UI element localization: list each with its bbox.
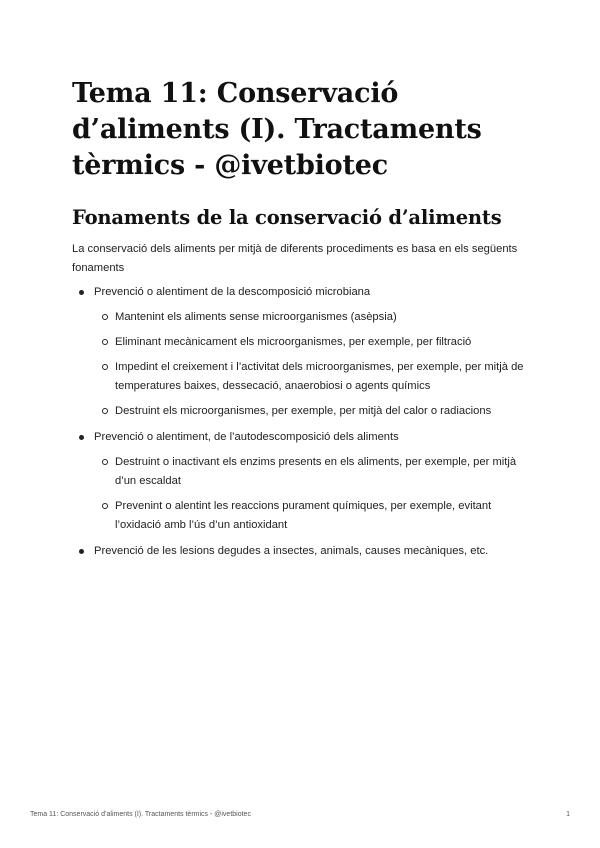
sub-list-item <box>94 333 532 352</box>
footer-title: Tema 11: Conservació d’aliments (I). Tractaments tèrmics - @ivetbiotec <box>30 811 251 818</box>
section-heading: Fonaments de la conservació d’aliments <box>72 206 502 229</box>
bullet-icon <box>79 290 84 295</box>
sub-list-item <box>94 308 532 327</box>
sub-list-item-text: Destruint o inactivant els enzims presents en els aliments, per exemple, per mitjà d’un escaldat <box>115 456 517 487</box>
sub-list-item <box>94 453 532 491</box>
bullet-icon <box>79 435 84 440</box>
list-item <box>72 542 532 561</box>
sub-list-item-text: Eliminant mecànicament els microorganismes, per exemple, per filtració <box>115 336 472 348</box>
intro-paragraph: La conservació dels aliments per mitjà de diferents procediments es basa en els següents fonaments <box>72 243 518 274</box>
sub-list-item <box>94 358 532 396</box>
sub-list-item-text: Impedint el creixement i l’activitat dels microorganismes, per exemple, per mitjà de temperatures baixes, dessecació, anaerobiosi o agents químics <box>115 361 524 392</box>
circle-bullet-icon <box>102 503 108 509</box>
sub-list-item <box>94 402 532 421</box>
list-item-text: Prevenció o alentiment, de l’autodescomposició dels aliments <box>94 431 399 443</box>
page-footer <box>30 810 570 820</box>
bullet-list <box>72 283 532 568</box>
page-number: 1 <box>566 811 570 818</box>
bullet-icon <box>79 549 84 554</box>
list-item-text: Prevenció de les lesions degudes a insectes, animals, causes mecàniques, etc. <box>94 545 489 557</box>
sub-list-item-text: Destruint els microorganismes, per exemple, per mitjà del calor o radiacions <box>115 405 492 417</box>
circle-bullet-icon <box>102 314 108 320</box>
sub-list-item <box>94 497 532 535</box>
sub-list-item-text: Prevenint o alentint les reaccions purament químiques, per exemple, evitant l’oxidació amb l’ús d’un antioxidant <box>115 500 492 531</box>
page-title: Tema 11: Conservació d’aliments (I). Tractaments tèrmics - @ivetbiotec <box>72 78 482 181</box>
sub-list-item-text: Mantenint els aliments sense microorganismes (asèpsia) <box>115 311 397 323</box>
circle-bullet-icon <box>102 459 108 465</box>
circle-bullet-icon <box>102 408 108 414</box>
list-item-text: Prevenció o alentiment de la descomposició microbiana <box>94 286 371 298</box>
circle-bullet-icon <box>102 364 108 370</box>
list-item <box>72 283 532 421</box>
list-item <box>72 428 532 535</box>
sub-list <box>94 453 532 535</box>
circle-bullet-icon <box>102 339 108 345</box>
sub-list <box>94 308 532 421</box>
